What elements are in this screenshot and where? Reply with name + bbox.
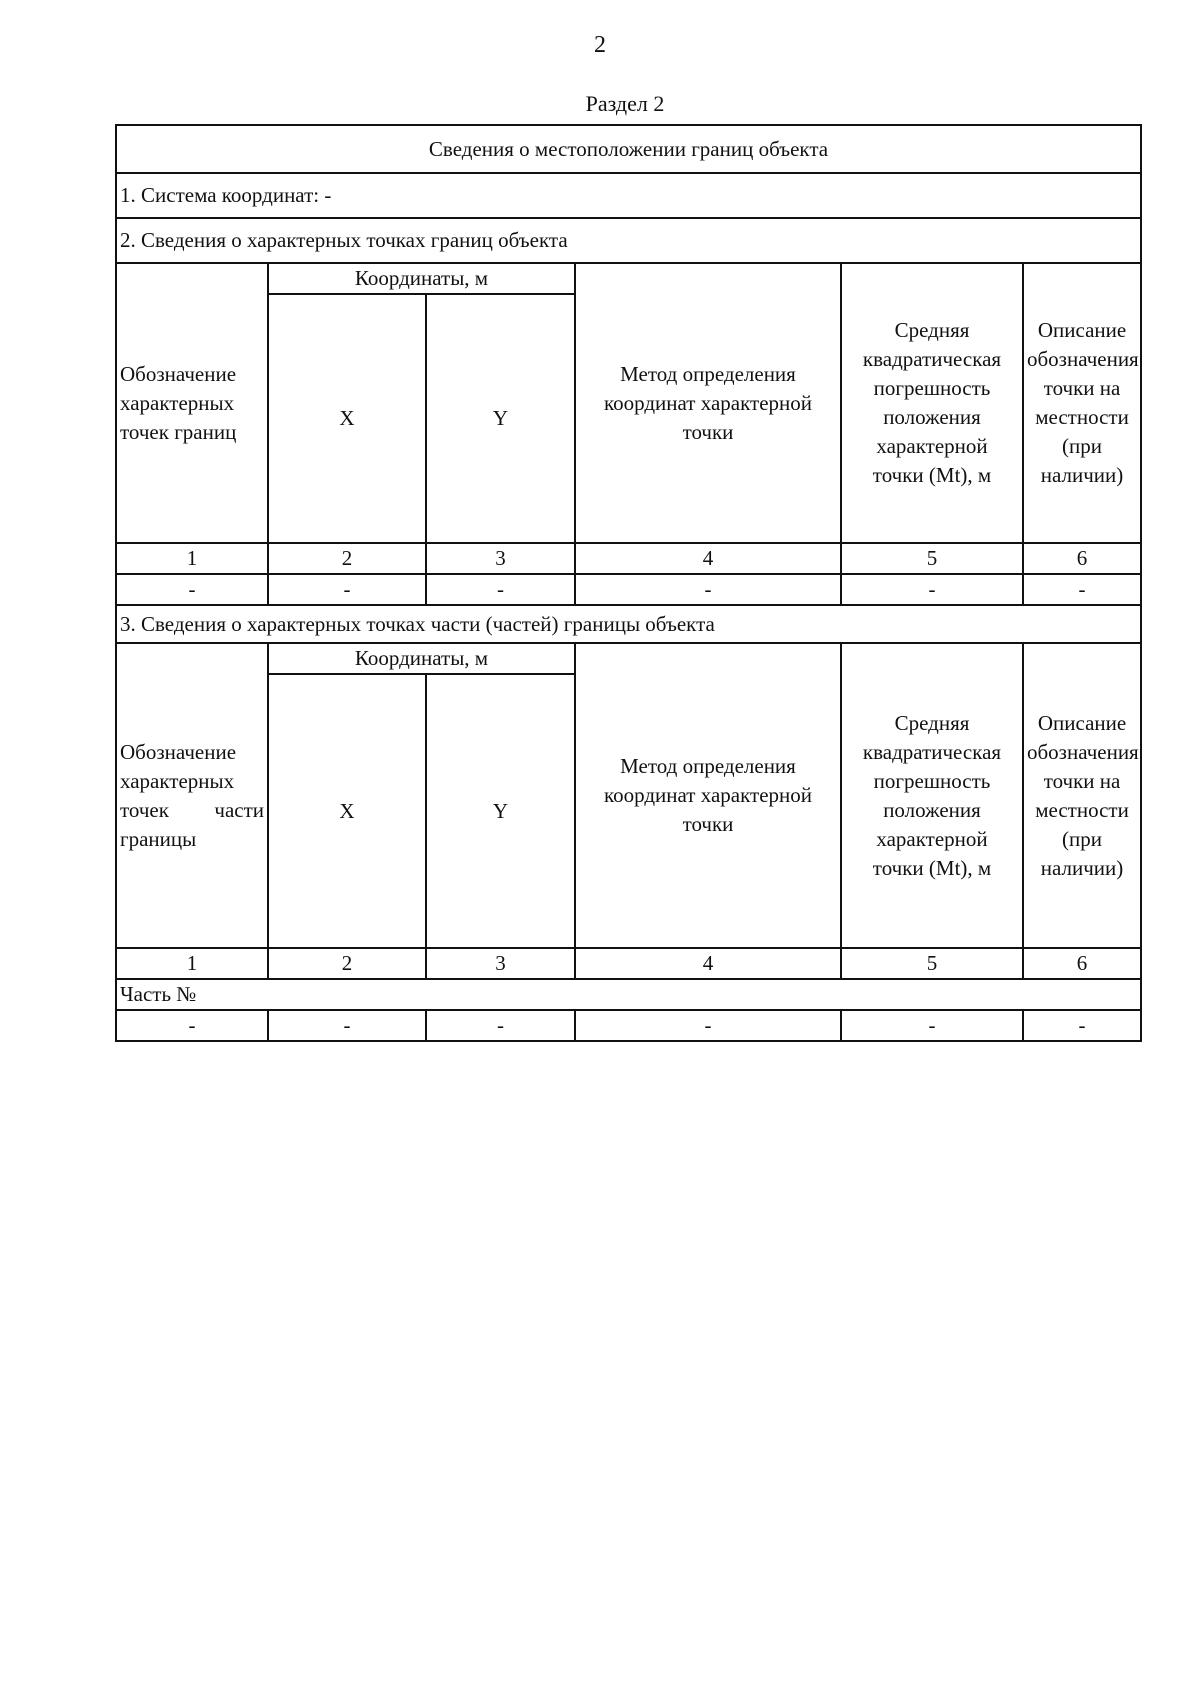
column-number: 2 xyxy=(268,948,426,979)
col-x-header: X xyxy=(268,294,426,543)
table-cell: - xyxy=(1023,574,1141,605)
col-part-designation-header: Обозначение характерных точек части границы xyxy=(116,643,268,948)
column-number: 1 xyxy=(116,543,268,574)
column-number-row xyxy=(116,948,1141,979)
col-y-header: Y xyxy=(426,674,575,948)
column-number: 5 xyxy=(841,948,1023,979)
column-number: 3 xyxy=(426,543,575,574)
table-cell: - xyxy=(268,574,426,605)
table-cell: - xyxy=(116,574,268,605)
table-header: Сведения о местоположении границ объекта xyxy=(116,125,1141,173)
table-cell: - xyxy=(426,1010,575,1041)
coordinate-system: 1. Система координат: - xyxy=(116,173,1141,218)
table-cell: - xyxy=(841,574,1023,605)
boundary-info-table xyxy=(115,124,1142,1042)
col-method-header: Метод определения координат характерной точки xyxy=(575,263,841,543)
col-description-header: Описание обозначения точки на местности (при наличии) xyxy=(1023,263,1141,543)
section-part-points-title: 3. Сведения о характерных точках части (частей) границы объекта xyxy=(116,605,1141,643)
col-designation-header: Обозначение характерных точек границ xyxy=(116,263,268,543)
section-title: Раздел 2 xyxy=(585,91,665,116)
column-number: 2 xyxy=(268,543,426,574)
column-number: 5 xyxy=(841,543,1023,574)
col-method-header: Метод определения координат характерной точки xyxy=(575,643,841,948)
col-description-header: Описание обозначения точки на местности (при наличии) xyxy=(1023,643,1141,948)
column-number-row xyxy=(116,543,1141,574)
column-number: 1 xyxy=(116,948,268,979)
table-cell: - xyxy=(575,1010,841,1041)
column-number: 6 xyxy=(1023,543,1141,574)
table-cell: - xyxy=(426,574,575,605)
table-cell: - xyxy=(116,1010,268,1041)
part-number-label: Часть № xyxy=(116,979,1141,1010)
table-cell: - xyxy=(1023,1010,1141,1041)
table-row xyxy=(116,574,1141,605)
column-number: 4 xyxy=(575,543,841,574)
table-cell: - xyxy=(841,1010,1023,1041)
column-number: 4 xyxy=(575,948,841,979)
coordinates-header: Координаты, м xyxy=(268,263,575,294)
column-number: 3 xyxy=(426,948,575,979)
col-x-header: X xyxy=(268,674,426,948)
table-row xyxy=(116,1010,1141,1041)
column-number: 6 xyxy=(1023,948,1141,979)
col-accuracy-header: Средняя квадратическая погрешность положения характерной точки (Mt), м xyxy=(841,643,1023,948)
col-y-header: Y xyxy=(426,294,575,543)
col-accuracy-header: Средняя квадратическая погрешность положения характерной точки (Mt), м xyxy=(841,263,1023,543)
table-cell: - xyxy=(575,574,841,605)
section-points-title: 2. Сведения о характерных точках границ объекта xyxy=(116,218,1141,263)
coordinates-header: Координаты, м xyxy=(268,643,575,674)
page-number: 2 xyxy=(594,32,606,58)
table-cell: - xyxy=(268,1010,426,1041)
